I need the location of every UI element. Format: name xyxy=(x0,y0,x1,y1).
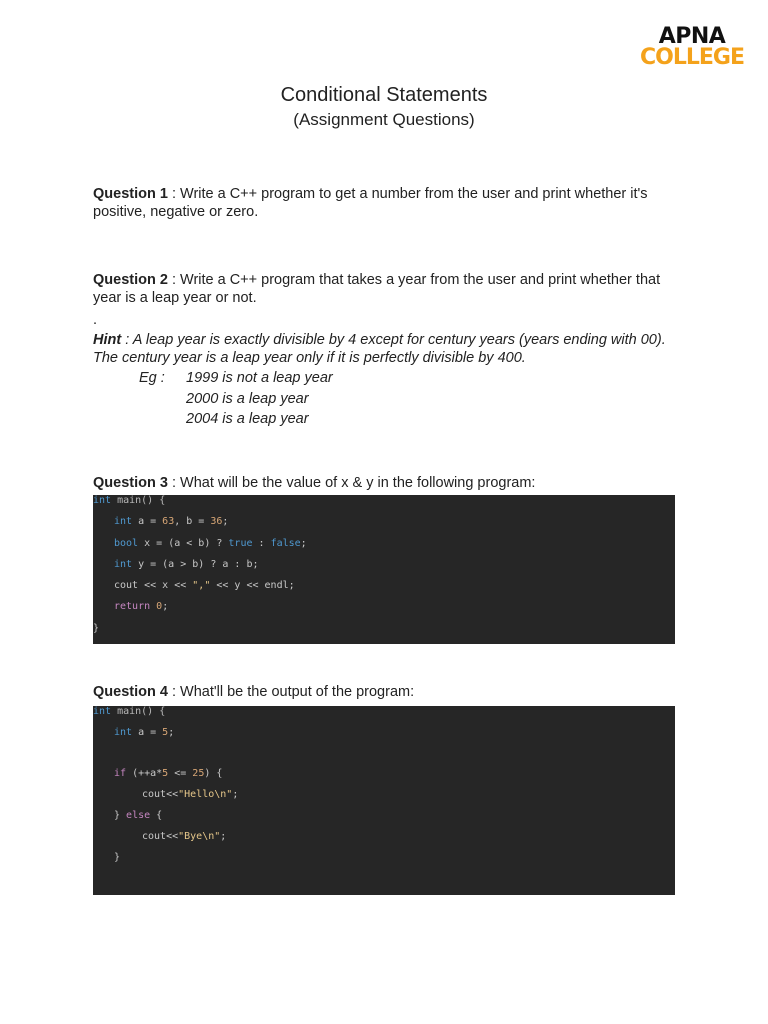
example-2: 2000 is a leap year xyxy=(186,391,309,407)
code-line: } else { xyxy=(114,810,163,821)
logo-line-college: COLLEGE xyxy=(640,45,744,70)
hint-text: : A leap year is exactly divisible by 4 except for century years (years ending with 00). The century year is a leap year only if it is perfectly divisible by 400. xyxy=(93,332,666,366)
logo-line-apna: APNA xyxy=(658,24,726,49)
code-line: cout<<"Bye\n"; xyxy=(142,831,227,842)
code-line: int y = (a > b) ? a : b; xyxy=(114,559,259,570)
question-3-text: : What will be the value of x & y in the following program: xyxy=(167,475,536,491)
question-2-label: Question 2 xyxy=(93,272,168,288)
question-4-label: Question 4 xyxy=(93,684,168,700)
code-line: int a = 5; xyxy=(114,727,175,738)
page-subtitle: (Assignment Questions) xyxy=(293,110,475,129)
code-line: if (++a*5 <= 25) { xyxy=(114,768,223,779)
question-3 xyxy=(93,474,673,492)
question-1-text: : Write a C++ program to get a number from the user and print whether it's positive, negative or zero. xyxy=(93,186,648,220)
code-line: } xyxy=(114,852,121,863)
code-line: return 0; xyxy=(114,601,169,612)
code-line: } xyxy=(93,623,100,634)
hint xyxy=(93,331,673,367)
code-line: cout << x << "," << y << endl; xyxy=(114,580,295,591)
apna-college-logo xyxy=(640,26,744,69)
example-label: Eg : xyxy=(139,370,165,386)
example-1: 1999 is not a leap year xyxy=(186,370,333,386)
question-4-text: : What'll be the output of the program: xyxy=(167,684,415,700)
question-1-label: Question 1 xyxy=(93,186,168,202)
code-line: int main() { xyxy=(93,495,166,506)
stray-dot: . xyxy=(93,312,98,328)
code-block-2 xyxy=(93,706,675,895)
example-3: 2004 is a leap year xyxy=(186,411,309,427)
code-line: int a = 63, b = 36; xyxy=(114,516,229,527)
question-2-text: : Write a C++ program that takes a year from the user and print whether that year is a leap year or not. xyxy=(93,272,661,306)
code-line: cout<<"Hello\n"; xyxy=(142,789,239,800)
question-1 xyxy=(93,185,673,221)
question-4 xyxy=(93,683,673,701)
page-title: Conditional Statements xyxy=(280,84,488,106)
question-2 xyxy=(93,271,673,307)
code-block-1 xyxy=(93,495,675,644)
code-line: bool x = (a < b) ? true : false; xyxy=(114,538,307,549)
question-3-label: Question 3 xyxy=(93,475,168,491)
hint-label: Hint xyxy=(93,332,122,348)
code-line: int main() { xyxy=(93,706,166,717)
